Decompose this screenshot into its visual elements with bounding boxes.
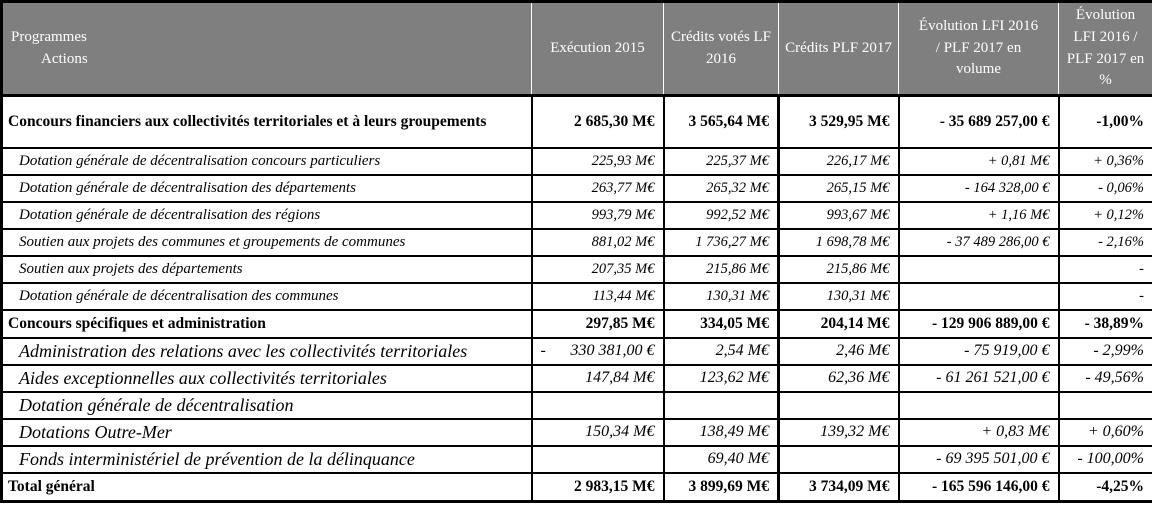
header-execution-2015: Exécution 2015 (532, 2, 664, 96)
table-row-fonds-interministeriel (2, 446, 1152, 473)
cell-evolution-volume: + 0,83 M€ (899, 419, 1059, 446)
cell-credits-lf-2016: 225,37 M€ (664, 148, 779, 175)
table-row-dgd (2, 392, 1152, 419)
cell-evolution-volume: + 1,16 M€ (899, 202, 1059, 229)
header-programmes-label: Programmes (11, 28, 87, 45)
header-row (2, 2, 1152, 96)
header-actions-label: Actions (41, 50, 88, 67)
cell-credits-plf-2017: 265,15 M€ (779, 175, 899, 202)
table-row-dgd-regions (2, 202, 1152, 229)
row-label: Fonds interministériel de prévention de la délinquance (2, 446, 532, 473)
cell-evolution-pct: - 38,89% (1059, 310, 1152, 338)
cell-credits-lf-2016: 69,40 M€ (664, 446, 779, 473)
row-label: Administration des relations avec les collectivités territoriales (2, 338, 532, 365)
row-label: Aides exceptionnelles aux collectivités territoriales (2, 365, 532, 392)
cell-evolution-pct: - 49,56% (1059, 365, 1152, 392)
table-row-aides-exceptionnelles (2, 365, 1152, 392)
cell-evolution-volume (899, 256, 1059, 283)
cell-credits-plf-2017: 3 734,09 M€ (779, 473, 899, 502)
cell-execution-2015: 263,77 M€ (532, 175, 664, 202)
cell-credits-plf-2017: 130,31 M€ (779, 283, 899, 310)
header-evolution-pct: Évolution LFI 2016 / PLF 2017 en % (1059, 2, 1152, 96)
cell-credits-plf-2017: 139,32 M€ (779, 419, 899, 446)
cell-execution-2015: 113,44 M€ (532, 283, 664, 310)
row-label: Dotation générale de décentralisation des départements (2, 175, 532, 202)
row-label: Dotation générale de décentralisation (2, 392, 532, 419)
table-row-dgd-concours-particuliers (2, 148, 1152, 175)
row-label: Dotation générale de décentralisation des communes (2, 283, 532, 310)
cell-credits-lf-2016 (664, 392, 779, 419)
row-label: Dotations Outre-Mer (2, 419, 532, 446)
cell-execution-2015: 207,35 M€ (532, 256, 664, 283)
cell-credits-lf-2016: 265,32 M€ (664, 175, 779, 202)
cell-execution-2015: 993,79 M€ (532, 202, 664, 229)
cell-evolution-volume: - 164 328,00 € (899, 175, 1059, 202)
cell-evolution-pct: - 2,99% (1059, 338, 1152, 365)
cell-evolution-volume: - 69 395 501,00 € (899, 446, 1059, 473)
cell-execution-2015: 297,85 M€ (532, 310, 664, 338)
cell-execution-2015 (532, 446, 664, 473)
cell-evolution-volume (899, 392, 1059, 419)
header-credits-plf-2017: Crédits PLF 2017 (779, 2, 899, 96)
cell-credits-plf-2017: 204,14 M€ (779, 310, 899, 338)
row-label: Dotation générale de décentralisation des régions (2, 202, 532, 229)
cell-evolution-volume: - 37 489 286,00 € (899, 229, 1059, 256)
cell-credits-lf-2016: 992,52 M€ (664, 202, 779, 229)
table-header (2, 2, 1152, 96)
cell-credits-plf-2017: 993,67 M€ (779, 202, 899, 229)
row-label: Soutien aux projets des communes et groupements de communes (2, 229, 532, 256)
cell-credits-plf-2017: 1 698,78 M€ (779, 229, 899, 256)
table-row-total-general (2, 473, 1152, 502)
cell-execution-2015: 2 685,30 M€ (532, 96, 664, 148)
header-programmes-actions (2, 2, 532, 96)
cell-execution-2015: 147,84 M€ (532, 365, 664, 392)
cell-evolution-pct: - (1059, 283, 1152, 310)
cell-credits-lf-2016: 3 899,69 M€ (664, 473, 779, 502)
row-label: Dotation générale de décentralisation concours particuliers (2, 148, 532, 175)
cell-credits-lf-2016: 2,54 M€ (664, 338, 779, 365)
cell-credits-lf-2016: 1 736,27 M€ (664, 229, 779, 256)
cell-evolution-pct (1059, 392, 1152, 419)
cell-execution-2015: 881,02 M€ (532, 229, 664, 256)
cell-credits-plf-2017: 2,46 M€ (779, 338, 899, 365)
cell-credits-plf-2017: 226,17 M€ (779, 148, 899, 175)
cell-credits-plf-2017: 62,36 M€ (779, 365, 899, 392)
row-label: Concours financiers aux collectivités territoriales et à leurs groupements (2, 96, 532, 148)
cell-credits-lf-2016: 138,49 M€ (664, 419, 779, 446)
cell-evolution-pct: + 0,60% (1059, 419, 1152, 446)
cell-evolution-volume: - 165 596 146,00 € (899, 473, 1059, 502)
cell-credits-lf-2016: 3 565,64 M€ (664, 96, 779, 148)
table-row-dotations-outre-mer (2, 419, 1152, 446)
cell-evolution-volume: - 75 919,00 € (899, 338, 1059, 365)
row-label: Total général (2, 473, 532, 502)
cell-evolution-pct: - 0,06% (1059, 175, 1152, 202)
cell-evolution-pct: -1,00% (1059, 96, 1152, 148)
cell-credits-lf-2016: 123,62 M€ (664, 365, 779, 392)
cell-evolution-pct: + 0,12% (1059, 202, 1152, 229)
table-row-soutien-departements (2, 256, 1152, 283)
table-row-dgd-communes (2, 283, 1152, 310)
table-row-concours-specifiques (2, 310, 1152, 338)
cell-execution-2015: - 330 381,00 € (532, 338, 664, 365)
cell-execution-2015 (532, 392, 664, 419)
cell-credits-plf-2017: 3 529,95 M€ (779, 96, 899, 148)
cell-evolution-pct: -4,25% (1059, 473, 1152, 502)
cell-evolution-pct: - 2,16% (1059, 229, 1152, 256)
negative-sign: - (540, 342, 546, 360)
cell-evolution-volume: - 35 689 257,00 € (899, 96, 1059, 148)
row-label: Soutien aux projets des départements (2, 256, 532, 283)
cell-credits-plf-2017: 215,86 M€ (779, 256, 899, 283)
cell-evolution-pct: - 100,00% (1059, 446, 1152, 473)
cell-evolution-volume: - 129 906 889,00 € (899, 310, 1059, 338)
table-row-dgd-departements (2, 175, 1152, 202)
cell-evolution-pct: - (1059, 256, 1152, 283)
cell-evolution-volume: + 0,81 M€ (899, 148, 1059, 175)
row-label: Concours spécifiques et administration (2, 310, 532, 338)
cell-execution-2015: 150,34 M€ (532, 419, 664, 446)
cell-credits-lf-2016: 130,31 M€ (664, 283, 779, 310)
table-row-concours-financiers (2, 96, 1152, 148)
cell-credits-lf-2016: 215,86 M€ (664, 256, 779, 283)
cell-evolution-volume (899, 283, 1059, 310)
cell-credits-plf-2017 (779, 446, 899, 473)
cell-evolution-volume: - 61 261 521,00 € (899, 365, 1059, 392)
table-row-soutien-communes (2, 229, 1152, 256)
table-body (2, 96, 1152, 502)
cell-credits-lf-2016: 334,05 M€ (664, 310, 779, 338)
header-credits-votes-lf-2016: Crédits votés LF 2016 (664, 2, 779, 96)
cell-evolution-pct: + 0,36% (1059, 148, 1152, 175)
table-row-administration-relations (2, 338, 1152, 365)
header-evolution-volume: Évolution LFI 2016 / PLF 2017 en volume (899, 2, 1059, 96)
cell-execution-2015: 225,93 M€ (532, 148, 664, 175)
cell-execution-2015: 2 983,15 M€ (532, 473, 664, 502)
cell-credits-plf-2017 (779, 392, 899, 419)
